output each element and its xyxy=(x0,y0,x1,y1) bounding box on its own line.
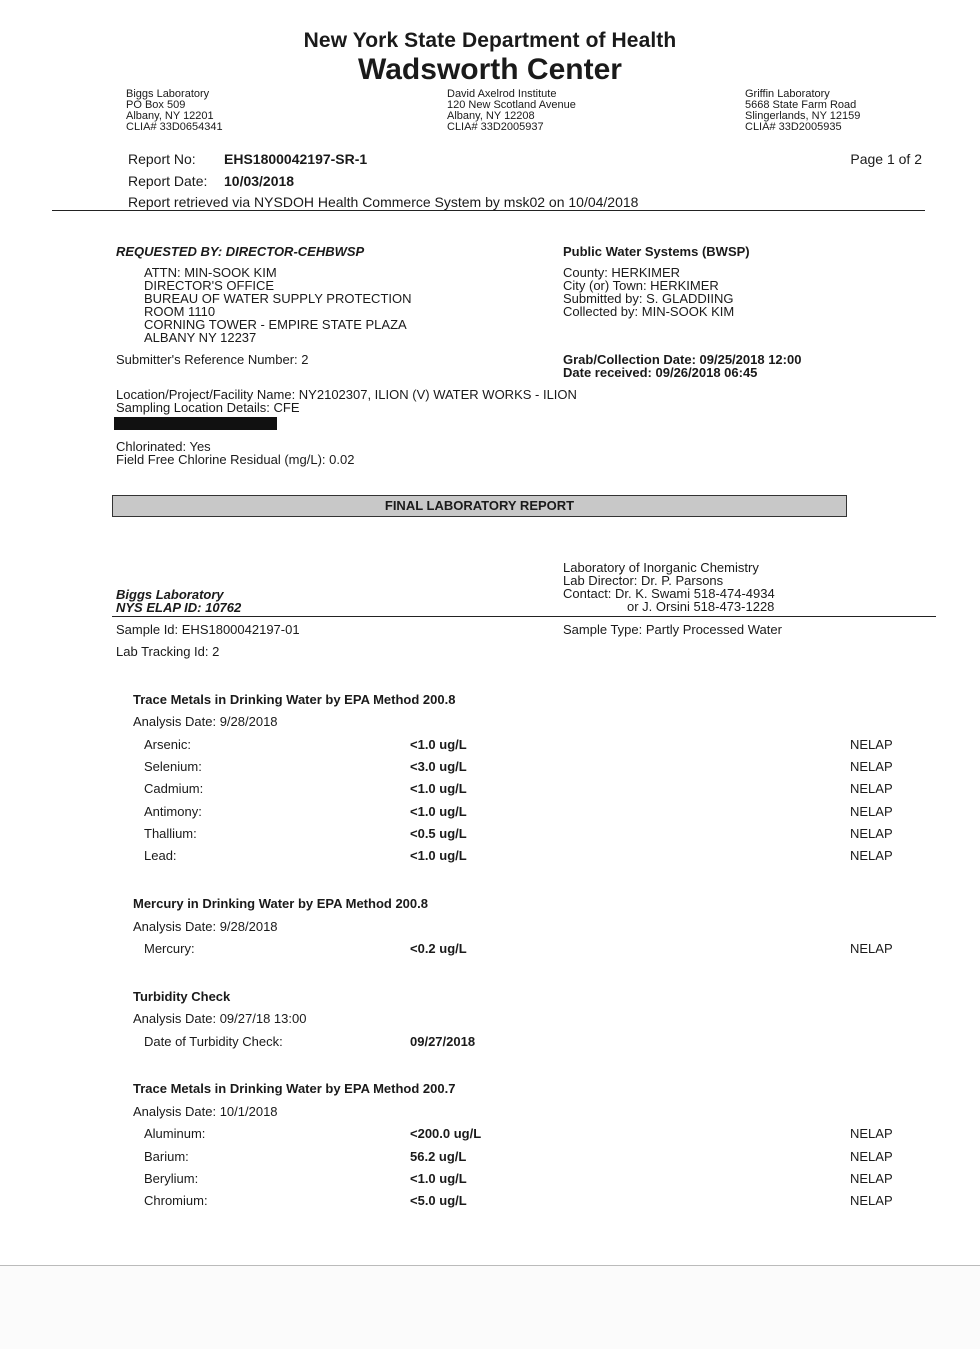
requested-by-title: REQUESTED BY: DIRECTOR-CEHBWSP xyxy=(116,244,365,259)
section-title: Trace Metals in Drinking Water by EPA Method 200.7 xyxy=(133,1081,456,1096)
section-title: Turbidity Check xyxy=(133,989,231,1004)
lab-name: Biggs Laboratory xyxy=(116,587,224,602)
address-line: ROOM 1110 xyxy=(144,304,216,319)
header-rule xyxy=(52,210,925,211)
result-value: 09/27/2018 xyxy=(410,1034,476,1049)
result-label: Lead: xyxy=(144,848,177,863)
address-line: Albany, NY 12208 xyxy=(447,110,535,122)
address-line: David Axelrod Institute xyxy=(447,88,557,100)
result-value: <1.0 ug/L xyxy=(410,781,467,796)
requested-by-address xyxy=(144,266,412,344)
sample-type: Sample Type: Partly Processed Water xyxy=(563,622,782,637)
result-value: <1.0 ug/L xyxy=(410,848,467,863)
lab-contact-line: or J. Orsini 518-473-1228 xyxy=(627,599,775,614)
center-title: Wadsworth Center xyxy=(358,53,622,86)
result-value: <0.2 ug/L xyxy=(410,941,467,956)
lab-address-biggs xyxy=(126,89,223,133)
analysis-date: Analysis Date: 09/27/18 13:00 xyxy=(133,1011,307,1026)
result-cert: NELAP xyxy=(850,941,893,956)
result-cert: NELAP xyxy=(850,826,893,841)
lab-address-griffin xyxy=(745,89,860,133)
submitter-reference: Submitter's Reference Number: 2 xyxy=(116,352,309,367)
result-label: Chromium: xyxy=(144,1193,208,1208)
result-label: Aluminum: xyxy=(144,1126,206,1141)
date-received: Date received: 09/26/2018 06:45 xyxy=(563,365,758,380)
address-line: CORNING TOWER - EMPIRE STATE PLAZA xyxy=(144,317,407,332)
pws-line: Submitted by: S. GLADDIING xyxy=(563,291,734,306)
address-line: ATTN: MIN-SOOK KIM xyxy=(144,265,277,280)
lab-address-axelrod xyxy=(447,89,576,133)
lab-contact-line: Lab Director: Dr. P. Parsons xyxy=(563,573,724,588)
report-no-label: Report No: xyxy=(128,151,196,167)
lab-contact-line: Laboratory of Inorganic Chemistry xyxy=(563,560,759,575)
final-report-banner: FINAL LABORATORY REPORT xyxy=(112,495,847,517)
address-line: 5668 State Farm Road xyxy=(745,99,857,111)
result-value: <3.0 ug/L xyxy=(410,759,467,774)
lab-contact-block xyxy=(563,561,775,613)
result-label: Barium: xyxy=(144,1149,189,1164)
result-cert: NELAP xyxy=(850,737,893,752)
report-no-value: EHS1800042197-SR-1 xyxy=(224,151,368,167)
address-line: CLIA# 33D2005937 xyxy=(447,121,544,133)
report-date-label: Report Date: xyxy=(128,173,208,189)
result-cert: NELAP xyxy=(850,1193,893,1208)
address-line: PO Box 509 xyxy=(126,99,186,111)
facility-name: Location/Project/Facility Name: NY2102307, ILION (V) WATER WORKS - ILION xyxy=(116,387,577,402)
elap-id: NYS ELAP ID: 10762 xyxy=(116,600,242,615)
result-value: <1.0 ug/L xyxy=(410,804,467,819)
sample-id: Sample Id: EHS1800042197-01 xyxy=(116,622,300,637)
address-line: DIRECTOR'S OFFICE xyxy=(144,278,275,293)
result-cert: NELAP xyxy=(850,1126,893,1141)
sampling-location: Sampling Location Details: CFE xyxy=(116,400,300,415)
analysis-date: Analysis Date: 9/28/2018 xyxy=(133,714,278,729)
result-value: <1.0 ug/L xyxy=(410,737,467,752)
result-cert: NELAP xyxy=(850,804,893,819)
result-cert: NELAP xyxy=(850,848,893,863)
chlorinated: Chlorinated: Yes xyxy=(116,439,211,454)
report-date-value: 10/03/2018 xyxy=(224,173,295,189)
result-label: Arsenic: xyxy=(144,737,191,752)
location-details xyxy=(116,388,577,414)
pws-line: County: HERKIMER xyxy=(563,265,681,280)
result-value: 56.2 ug/L xyxy=(410,1149,467,1164)
scan-bottom-edge xyxy=(0,1265,980,1349)
lab-tracking-id: Lab Tracking Id: 2 xyxy=(116,644,220,659)
result-cert: NELAP xyxy=(850,1171,893,1186)
result-cert: NELAP xyxy=(850,759,893,774)
department-title: New York State Department of Health xyxy=(303,29,677,52)
result-value: <200.0 ug/L xyxy=(410,1126,482,1141)
address-line: BUREAU OF WATER SUPPLY PROTECTION xyxy=(144,291,412,306)
pws-line: Collected by: MIN-SOOK KIM xyxy=(563,304,735,319)
result-value: <5.0 ug/L xyxy=(410,1193,467,1208)
result-label: Selenium: xyxy=(144,759,202,774)
section-title: Mercury in Drinking Water by EPA Method 200.8 xyxy=(133,896,428,911)
address-line: Biggs Laboratory xyxy=(126,88,210,100)
analysis-date: Analysis Date: 10/1/2018 xyxy=(133,1104,278,1119)
lab-contact-line: Contact: Dr. K. Swami 518-474-4934 xyxy=(563,586,775,601)
pws-line: City (or) Town: HERKIMER xyxy=(563,278,719,293)
result-label: Thallium: xyxy=(144,826,197,841)
analysis-date: Analysis Date: 9/28/2018 xyxy=(133,919,278,934)
address-line: CLIA# 33D0654341 xyxy=(126,121,223,133)
retrieved-line: Report retrieved via NYSDOH Health Commerce System by msk02 on 10/04/2018 xyxy=(128,194,639,210)
pws-title: Public Water Systems (BWSP) xyxy=(563,244,750,259)
result-cert: NELAP xyxy=(850,781,893,796)
address-line: Griffin Laboratory xyxy=(745,88,830,100)
result-label: Date of Turbidity Check: xyxy=(144,1034,283,1049)
address-line: ALBANY NY 12237 xyxy=(144,330,257,345)
page-number: Page 1 of 2 xyxy=(850,151,922,167)
section-title: Trace Metals in Drinking Water by EPA Method 200.8 xyxy=(133,692,456,707)
pws-details xyxy=(563,266,734,318)
result-value: <0.5 ug/L xyxy=(410,826,467,841)
redaction-bar xyxy=(114,417,277,430)
result-label: Mercury: xyxy=(144,941,195,956)
result-label: Antimony: xyxy=(144,804,202,819)
result-label: Cadmium: xyxy=(144,781,204,796)
lab-rule xyxy=(112,616,936,617)
result-label: Berylium: xyxy=(144,1171,199,1186)
address-line: Albany, NY 12201 xyxy=(126,110,214,122)
address-line: 120 New Scotland Avenue xyxy=(447,99,576,111)
chlorine-residual: Field Free Chlorine Residual (mg/L): 0.02 xyxy=(116,452,355,467)
grab-collection-date: Grab/Collection Date: 09/25/2018 12:00 xyxy=(563,352,802,367)
result-cert: NELAP xyxy=(850,1149,893,1164)
address-line: CLIA# 33D2005935 xyxy=(745,121,842,133)
result-value: <1.0 ug/L xyxy=(410,1171,467,1186)
address-line: Slingerlands, NY 12159 xyxy=(745,110,861,122)
